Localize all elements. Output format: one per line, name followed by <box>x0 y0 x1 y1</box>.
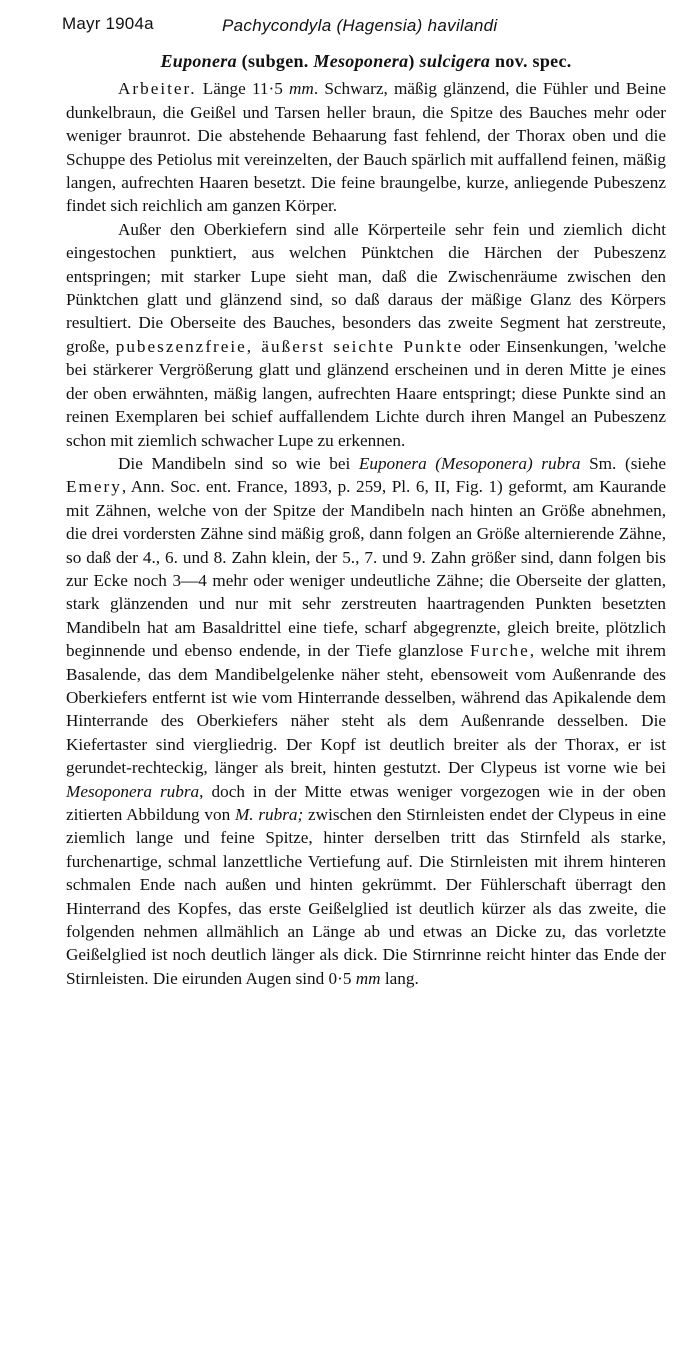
title-open: (subgen. <box>236 51 314 71</box>
p2-b: oder Einsenkungen, 'welche bei stärkerer Vergrößerung glatt und glänzend erscheinen und in deren Mitte je eines der oben erwähnten, mäßig langen, aufrechten Haare entspringt; diese Punkte sind an reinen Exemplaren bei schief auffallendem Lichte durch ihren Mangel an Pubeszenz schon mit ziemlich schwacher Lupe zu erkennen. <box>66 336 666 450</box>
p3-f: zwischen den Stirnleisten endet der Clypeus in eine ziemlich lange und feine Spitze, hinter derselben tritt das Stirnfeld als starke, furchenartige, schmal lanzettliche Vertiefung auf. Die Stirnleisten mit ihrem hinteren schmalen Ende nach außen und hinten gekrümmt. Der Fühlerschaft überragt den Hinterrand des Kopfes, das erste Geißelglied ist deutlich kürzer als das zweite, die folgenden nehmen allmählich an Länge ab und etwas an Dicke zu, das vorletzte Geißelglied ist noch deutlich länger als dick. Die Stirnrinne reicht hinter das Ende der Stirnleisten. Die eirunden Augen sind 0·5 <box>66 805 666 988</box>
p3-d: , welche mit ihrem Basalende, das dem Mandibelgelenke näher steht, ebensoweit vom Außenrande des Oberkiefers entfernt ist wie vom Hinterrande desselben, während das Apikalende dem Hinterrande des Oberkiefers näher steht als dem Außenrande desselben. Die Kiefertaster sind viergliedrig. Der Kopf ist deutlich breiter als der Thorax, er ist gerundet-rechteckig, länger als breit, hinten gestutzt. Der Clypeus ist vorne wie bei <box>66 641 666 778</box>
paragraph-3 <box>66 452 666 990</box>
title-subgenus: Mesoponera <box>313 51 409 71</box>
title-close: ) <box>408 51 420 71</box>
p1-unit: mm <box>289 79 314 99</box>
p1-a: Länge 11·5 <box>196 79 290 99</box>
p3-b: Sm. (siehe <box>580 453 667 473</box>
p3-author: Emery <box>66 477 122 497</box>
p2-a: Außer den Oberkiefern sind alle Körperteile sehr fein und ziemlich dicht eingestochen punktiert, aus welchen Pünktchen die Härchen der Pubeszenz entspringen; mit starker Lupe sieht man, daß die Zwischenräume zwischen den Pünktchen glatt und glänzend sind, so daß daraus der mäßige Glanz des Körpers resultiert. Die Oberseite des Bauches, besonders das zweite Segment hat zerstreute, große, <box>66 219 666 356</box>
article-body <box>66 50 666 990</box>
taxon-label: Pachycondyla (Hagensia) havilandi <box>222 16 498 35</box>
paragraph-2 <box>66 218 666 452</box>
p3-it2: Mesoponera rubra <box>66 781 200 801</box>
p1-lead: Arbeiter. <box>118 79 197 99</box>
species-title <box>66 50 666 73</box>
p3-it1: Euponera (Mesoponera) rubra <box>358 453 581 473</box>
p3-a: Die Mandibeln sind so wie bei <box>118 453 359 473</box>
paragraph-1 <box>66 77 666 217</box>
p3-e: , doch in der Mitte etwas weniger vorgezogen wie in der oben zitierten Abbildung von <box>66 781 666 824</box>
p3-c: , Ann. Soc. ent. France, 1893, p. 259, Pl. 6, II, Fig. 1) geformt, am Kaurande mit Zähnen, welche von der Spitze der Mandibeln nach hinten an Größe abnehmen, die drei vordersten Zähne sind mäßig groß, dann folgen an Größe alternierende Zähne, so daß der 4., 6. und 8. Zahn klein, der 5., 7. und 9. Zahn größer sind, dann folgen bis zur Ecke noch 3—4 mehr oder weniger undeutliche Zähne; die Oberseite der glatten, stark glänzenden und nur mit sehr zerstreuten haartragenden Punkten besetzten Mandibeln hat am Basaldrittel eine tiefe, scharf abgegrenzte, gleich breite, plötzlich beginnende und ebenso endende, in der Tiefe glanzlose <box>66 477 666 661</box>
page-header <box>0 8 699 38</box>
title-tail: nov. spec. <box>490 51 572 71</box>
p3-unit: mm <box>355 968 381 988</box>
p3-it3: M. rubra; <box>234 805 304 824</box>
title-genus: Euponera <box>160 51 237 71</box>
citation-label: Mayr 1904a <box>62 14 154 33</box>
p2-spaced: pubeszenzfreie, äußerst seichte Punkte <box>115 336 464 356</box>
p3-g: lang. <box>380 968 419 988</box>
p3-furche: Furche <box>469 641 530 661</box>
title-species: sulcigera <box>419 51 491 71</box>
p1-b: . Schwarz, mäßig glänzend, die Fühler und Beine dunkelbraun, die Geißel und Tarsen heller braun, die Spitze des Bauches mehr oder weniger braunrot. Die abstehende Behaarung fast fehlend, der Thorax oben und die Schuppe des Petiolus mit vereinzelten, der Bauch spärlich mit auffallend feinen, mäßig langen, aufrechten Haaren besetzt. Die feine braungelbe, kurze, anliegende Pubeszenz findet sich reichlich am ganzen Körper. <box>66 79 667 216</box>
